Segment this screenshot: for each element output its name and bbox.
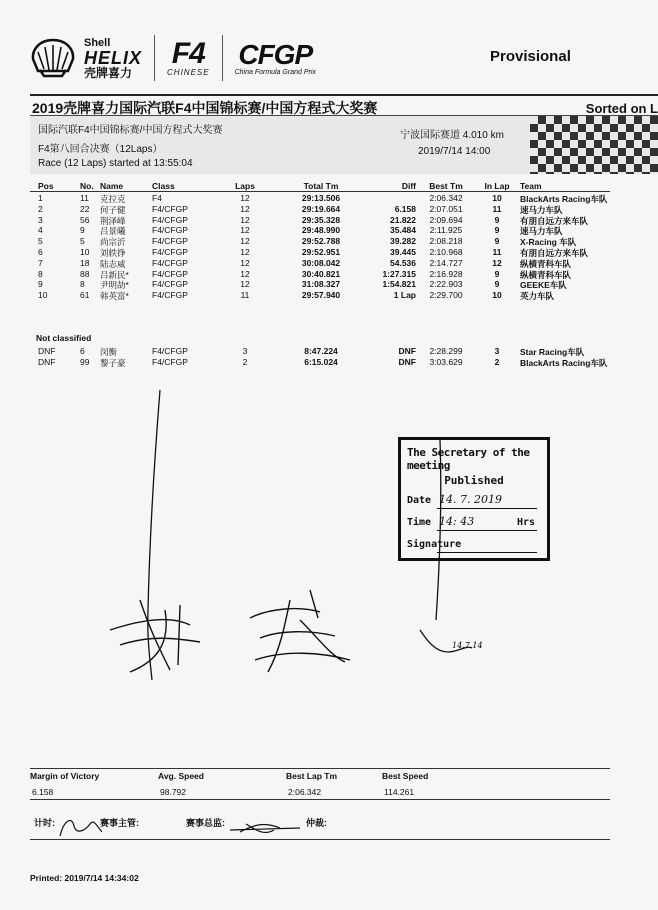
cell-diff: 6.158 [394,203,416,214]
race-start: Race (12 Laps) started at 13:55:04 [38,158,193,169]
cell-inlap: 2 [494,356,500,367]
cell-best: 2:09.694 [429,214,463,225]
stamp-signature-line [407,539,541,553]
cell-no: 8 [80,279,85,290]
cell-diff: 39.282 [390,236,416,247]
f4-logo [167,39,210,77]
title-bar [30,94,658,116]
sponsor-line2: HELIX [84,47,143,68]
director-label: 赛事总监: [186,818,225,828]
cell-name: 刘轶铮 [100,247,126,258]
cell-no: 18 [80,257,90,268]
cell-total: 29:52.951 [301,246,341,257]
cell-name: 吕景曦 [100,226,126,237]
stamp-time-unit: Hrs [516,517,535,528]
event-name: 国际汽联F4中国锦标赛/中国方程式大奖赛 [38,125,223,136]
cell-total: 30:08.042 [301,257,341,268]
cell-inlap: 9 [494,225,500,236]
cell-team: 英力车队 [520,291,555,302]
col-total: Total Tm [303,181,339,191]
cell-name: 陆志威 [100,258,126,269]
logo-divider [222,35,223,81]
cell-pos: 2 [38,203,43,214]
cell-cls: F4 [152,193,162,203]
cell-diff: 54.536 [390,257,416,268]
cell-total: 8:47.224 [304,346,338,356]
cell-inlap: 11 [492,203,502,214]
col-class: Class [152,181,175,191]
cell-team: X-Racing 车队 [520,237,577,248]
cell-cls: F4/CFGP [152,346,188,356]
cell-no: 5 [80,236,85,247]
cell-total: 29:52.788 [301,236,341,247]
cell-no: 22 [80,203,90,214]
cell-laps: 12 [240,257,250,268]
table-row [30,257,610,268]
cell-pos: 8 [38,268,43,279]
results-table [30,180,610,300]
cell-diff: DNF [398,346,416,356]
stamp-signature-label: Signature [407,539,462,550]
cell-diff: 35.484 [390,225,416,236]
cell-name: 韩英富* [100,291,129,302]
best-speed-value: 114.261 [384,787,415,797]
not-classified-row [30,356,610,367]
cell-team: 有朋自远方来车队 [520,215,589,226]
cfgp-logo-sub: China Formula Grand Prix [234,68,316,76]
cell-inlap: 10 [492,193,502,203]
margin-value: 6.158 [32,787,54,797]
cell-name: 闵衡 [100,347,118,357]
stamp-date-line [407,495,541,509]
avg-speed-label: Avg. Speed [158,771,204,781]
table-row [30,203,610,214]
provisional-label: Provisional [490,48,571,65]
col-best: Best Tm [429,181,463,191]
cell-cls: F4/CFGP [152,268,188,279]
cell-cls: F4/CFGP [152,236,188,247]
round-name: F4第八回合决赛（12Laps） [38,144,163,155]
cell-diff: 21.822 [390,214,416,225]
cell-laps: 12 [240,268,250,279]
cell-inlap: 9 [494,214,500,225]
col-pos: Pos [38,181,54,191]
table-header [30,180,610,192]
cell-pos: 10 [38,290,48,301]
cell-cls: F4/CFGP [152,279,188,290]
table-body [30,192,610,300]
col-inlap: In Lap [484,181,510,191]
cell-best: 2:06.342 [429,193,463,203]
f4-logo-sub: CHINESE [167,68,210,77]
cell-team: BlackArts Racing车队 [520,194,608,204]
cell-total: 29:48.990 [301,225,341,236]
cell-no: 9 [80,225,85,236]
cell-cls: F4/CFGP [152,290,188,301]
cell-inlap: 12 [492,257,502,268]
cell-laps: 12 [240,214,250,225]
cell-diff: 1:27.315 [382,268,416,279]
cell-best: 2:16.928 [429,268,463,279]
cell-no: 11 [80,193,89,203]
col-team: Team [520,181,542,191]
handwritten-signatures [0,380,658,700]
cell-cls: F4/CFGP [152,356,188,367]
cell-inlap: 3 [494,346,500,356]
cell-no: 99 [80,356,90,367]
venue: 宁波国际赛道 4.010 km [400,130,504,141]
cell-best: 2:11.925 [429,225,463,236]
cell-team: 纵横青科车队 [520,258,572,269]
cell-cls: F4/CFGP [152,203,188,214]
not-classified-table [30,345,610,367]
col-no: No. [80,181,94,191]
table-row [30,224,610,235]
clerk-label: 赛事主管: [100,818,139,828]
cell-no: 61 [80,290,90,301]
cfgp-logo [234,38,316,76]
cell-total: 30:40.821 [301,268,341,279]
cell-total: 6:15.024 [304,356,338,367]
cell-diff: 1 Lap [393,290,416,301]
cell-pos: 9 [38,279,43,290]
cell-laps: 3 [242,346,248,356]
cell-no: 88 [80,268,90,279]
cell-name: 尚宗沂 [100,237,126,248]
cell-name: 何子健 [100,204,126,215]
cell-inlap: 9 [494,236,500,247]
cell-name: 尹明劼* [100,280,129,291]
table-row [30,289,610,300]
cell-name: 吕新民* [100,269,129,280]
cell-no: 6 [80,346,85,356]
table-row [30,246,610,257]
cell-laps: 11 [240,290,250,301]
table-row [30,192,610,203]
logo-divider [154,35,155,81]
cell-team: GEEKE车队 [520,280,567,291]
cell-pos: DNF [38,346,56,356]
cell-team: 纵横青科车队 [520,269,572,280]
cell-name: 荆泽峰 [100,215,126,226]
cell-inlap: 9 [494,268,500,279]
cell-laps: 12 [240,279,250,290]
header-logos [30,28,316,88]
cell-pos: 4 [38,225,43,236]
col-laps: Laps [235,181,255,191]
cell-name: 克拉克 [100,194,126,204]
table-row [30,235,610,246]
cell-team: 速马力车队 [520,204,563,215]
cell-diff: 39.445 [390,246,416,257]
table-row [30,268,610,279]
race-info-band [30,116,658,174]
stamp-date-value: 14. 7. 2019 [439,493,502,506]
signoff-line [30,810,610,840]
cell-total: 29:35.328 [301,214,341,225]
cell-pos: 3 [38,214,43,225]
cell-total: 31:08.327 [301,279,341,290]
stamp-time-label: Time [407,517,432,528]
helix-logo [84,38,142,79]
cell-best: 2:14.727 [429,257,463,268]
cell-laps: 12 [240,236,250,247]
cell-laps: 12 [240,225,250,236]
cell-best: 2:28.299 [429,346,463,356]
margin-label: Margin of Victory [30,771,100,781]
cell-cls: F4/CFGP [152,246,188,257]
cell-pos: 5 [38,236,43,247]
cell-laps: 12 [240,246,250,257]
cell-total: 29:19.664 [301,203,341,214]
stamp-time-value: 14: 43 [439,515,475,528]
cell-pos: DNF [38,356,56,367]
col-diff: Diff [401,181,416,191]
shell-logo-icon [30,37,76,79]
cell-total: 29:13.506 [301,193,341,203]
race-summary [30,768,610,800]
cell-best: 3:03.629 [429,356,463,367]
publication-stamp [398,437,550,561]
sorted-label: Sorted on L [585,101,658,116]
avg-speed-value: 98.792 [160,787,186,797]
cell-team: 有朋自远方来车队 [520,247,589,258]
cell-best: 2:10.968 [429,246,463,257]
cfgp-logo-text: CFGP [238,38,313,70]
cell-laps: 12 [240,193,250,203]
cell-cls: F4/CFGP [152,225,188,236]
col-name: Name [100,181,124,191]
cell-pos: 7 [38,257,43,268]
best-lap-value: 2:06.342 [288,787,322,797]
cell-inlap: 10 [492,290,502,301]
cell-inlap: 11 [492,246,502,257]
stamp-published: Published [444,474,504,487]
cell-cls: F4/CFGP [152,257,188,268]
cell-best: 2:29.700 [429,290,463,301]
championship-title: 2019壳牌喜力国际汽联F4中国锦标赛/中国方程式大奖赛 [32,100,378,116]
cell-pos: 1 [38,193,43,203]
cell-pos: 6 [38,246,43,257]
timing-label: 计时: [34,818,55,828]
not-classified-label: Not classified [36,333,92,343]
cell-no: 10 [80,246,90,257]
cell-best: 2:08.218 [429,236,463,247]
cell-inlap: 9 [494,279,500,290]
cell-team: Star Racing车队 [520,347,585,357]
stamp-date-label: Date [407,495,432,506]
sponsor-cn: 壳牌喜力 [84,65,133,80]
arbitration-label: 仲裁: [306,818,327,828]
f4-logo-text: F4 [171,37,205,70]
best-speed-label: Best Speed [382,771,429,781]
cell-team: BlackArts Racing车队 [520,357,608,368]
cell-laps: 12 [240,203,250,214]
table-row [30,214,610,225]
race-datetime: 2019/7/14 14:00 [418,146,491,157]
table-row [30,278,610,289]
cell-team: 速马力车队 [520,226,563,237]
cell-total: 29:57.940 [301,290,341,301]
cell-no: 56 [80,214,90,225]
cell-best: 2:22.903 [429,279,463,290]
best-lap-label: Best Lap Tm [286,771,338,781]
not-classified-row [30,345,610,356]
cell-best: 2:07.051 [429,203,463,214]
sponsor-line1: Shell [84,36,111,49]
stamp-time-line [407,517,541,531]
cell-diff: DNF [398,356,416,367]
cell-cls: F4/CFGP [152,214,188,225]
printed-timestamp: Printed: 2019/7/14 14:34:02 [30,873,139,883]
handwritten-date: 14.7.14 [452,641,483,650]
signoff-signatures [50,810,310,840]
cell-laps: 2 [242,356,248,367]
cell-diff: 1:54.821 [382,279,416,290]
checkered-flag-pattern [530,116,658,174]
cell-name: 黎子豪 [100,357,126,368]
stamp-title: The Secretary of the meeting [407,446,530,472]
